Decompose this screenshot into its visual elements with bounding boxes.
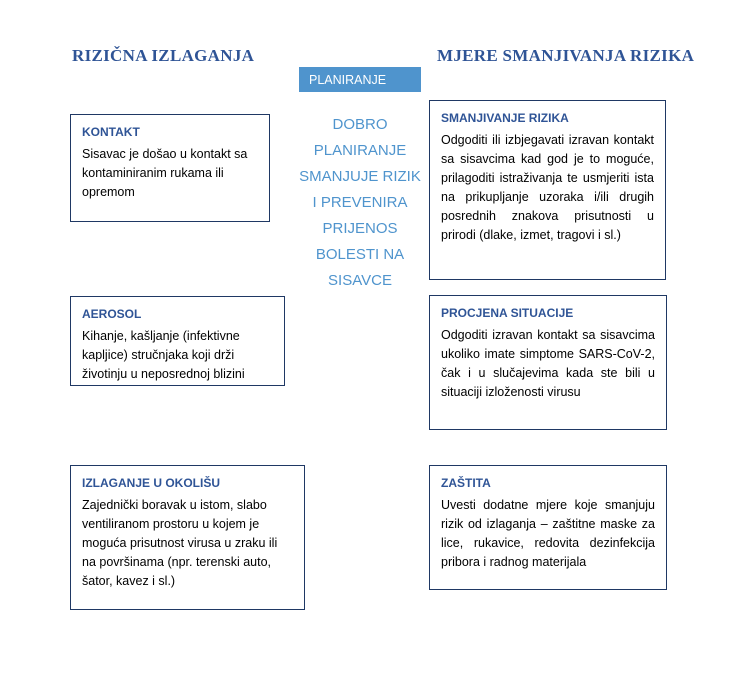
measure-box-risk-reduction-body: Odgoditi ili izbjegavati izravan kontakt sa sisavcima kad god je to moguće, prilagoditi istraživanja te usmjeriti ista na prikupljanje uzoraka i/ili drugih posrednih znakova prisutnosti u prirodi (dlake, izmet, tragovi i sl.) [441,133,654,242]
left-column-heading: RIZIČNA IZLAGANJA [72,46,255,65]
risk-box-aerosol-title: AEROSOL [82,307,142,321]
measure-box-risk-reduction-title: SMANJIVANJE RIZIKA [441,111,569,125]
right-column-heading: MJERE SMANJIVANJA RIZIKA [437,46,695,65]
risk-box-kontakt-body: Sisavac je došao u kontakt sa kontaminiranim rukama ili opremom [82,147,248,199]
planning-description: DOBRO PLANIRANJE SMANJUJE RIZIK I PREVENIRA PRIJENOS BOLESTI NA SISAVCE [299,116,421,289]
risk-box-kontakt [70,114,270,222]
measure-box-situation-assessment [429,295,667,430]
risk-box-environment-title: IZLAGANJE U OKOLIŠU [82,476,221,490]
risk-box-aerosol [70,296,285,386]
measure-box-situation-assessment-body: Odgoditi izravan kontakt sa sisavcima ukoliko imate simptome SARS-CoV-2, čak i u slučajevima kada ste bili u situaciji izloženosti virusu [441,328,655,399]
planning-banner: PLANIRANJE [299,67,421,92]
measure-box-risk-reduction [429,100,666,280]
measure-box-protection-title: ZAŠTITA [441,476,491,490]
measure-box-protection-body: Uvesti dodatne mjere koje smanjuju rizik od izlaganja – zaštitne maske za lice, rukavice, redovita dezinfekcija pribora i radnog materijala [441,498,655,569]
risk-box-kontakt-title: KONTAKT [82,125,140,139]
measure-box-protection [429,465,667,590]
risk-box-aerosol-body: Kihanje, kašljanje (infektivne kapljice) stručnjaka koji drži životinju u neposrednoj blizini [82,329,245,381]
risk-box-environment-body: Zajednički boravak u istom, slabo ventiliranom prostoru u kojem je moguća prisutnost virusa u zraku ili na površinama (npr. terenski auto, šator, kavez i sl.) [82,498,278,588]
measure-box-situation-assessment-title: PROCJENA SITUACIJE [441,306,574,320]
risk-box-environment [70,465,305,610]
